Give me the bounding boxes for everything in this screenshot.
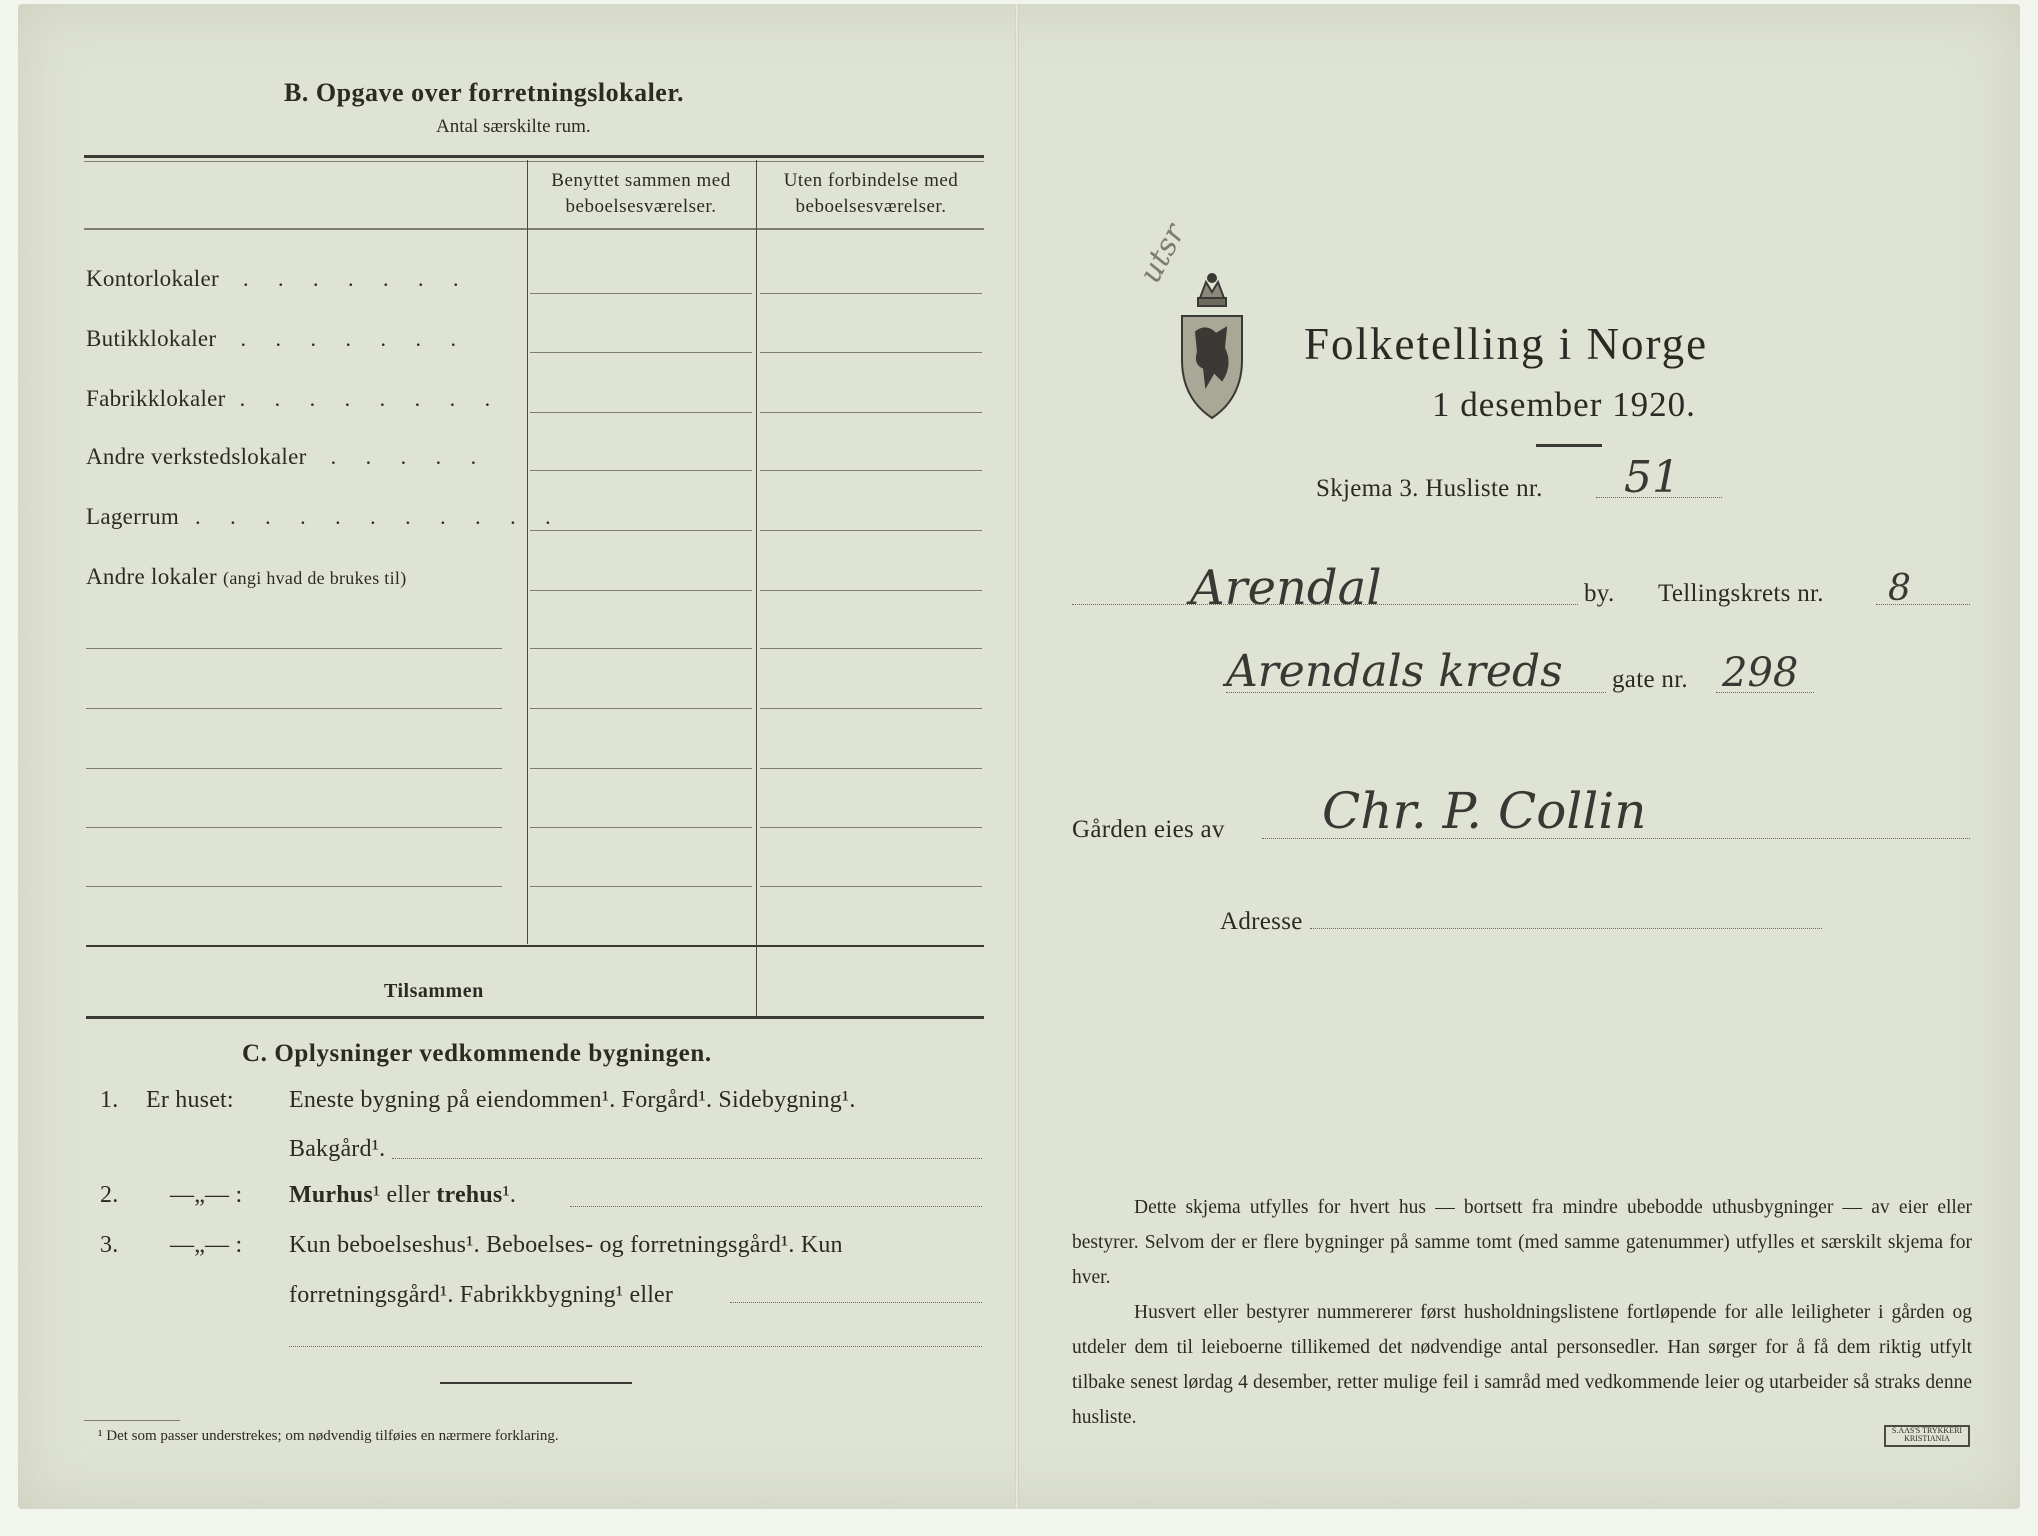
footnote-rule <box>84 1420 180 1421</box>
cell-line <box>760 827 982 828</box>
row-dots: . . . . . . . . <box>239 386 503 411</box>
cell-line <box>760 293 982 294</box>
table-col-divider-1 <box>527 160 528 944</box>
blank-line <box>86 768 502 769</box>
section-b-title: B. Opgave over forretningslokaler. <box>284 78 685 107</box>
cell-line <box>530 768 752 769</box>
section-end-rule <box>440 1382 632 1384</box>
cell-line <box>530 590 752 591</box>
col-header-with-dwelling: Benyttet sammen med beboelsesværelser. <box>551 170 731 217</box>
cell-line <box>760 470 982 471</box>
husliste-nr-value[interactable]: 51 <box>1624 452 1680 503</box>
cell-line <box>760 590 982 591</box>
owner-line <box>1262 838 1970 839</box>
instructions-paragraph-1: Dette skjema utfylles for hvert hus — bortsett fra mindre ubebodde uthusbygninger — av eier eller bestyrer. Selvom der er flere bygninger på samme tomt (med samme gatenummer) utfylles et særskilt skjema for hver. <box>1072 1197 1972 1288</box>
cell-line <box>760 648 982 649</box>
col-header-without-dwelling: Uten forbindelse med beboelsesværelser. <box>783 170 959 217</box>
owner-label: Gården eies av <box>1072 816 1225 843</box>
footnote: ¹ Det som passer understrekes; om nødvendig tilføies en nærmere forklaring. <box>98 1428 559 1444</box>
skjema-label: Skjema 3. Husliste nr. <box>1316 475 1543 502</box>
total-label: Tilsammen <box>384 980 484 1002</box>
table-col-divider-2 <box>756 160 757 1016</box>
blank-line <box>86 708 502 709</box>
printer-stamp: S.AAS'S TRYKKERI KRISTIANIA <box>1884 1425 1970 1447</box>
section-b-subtitle: Antal særskilte rum. <box>436 116 591 137</box>
item-2-end: ¹. <box>502 1182 517 1208</box>
item-1-answer-line[interactable] <box>392 1158 982 1159</box>
murhus-option: Murhus <box>289 1182 373 1208</box>
item-1-number: 1. <box>100 1087 119 1113</box>
instructions-text <box>1072 1190 1972 1435</box>
row-label: Kontorlokaler <box>86 266 219 291</box>
table-bottom-rule <box>86 1016 984 1019</box>
item-3-answer-line[interactable] <box>730 1302 982 1303</box>
item-1-lead: Er huset: <box>146 1087 234 1113</box>
blank-line <box>86 648 502 649</box>
cell-line <box>530 886 752 887</box>
table-header-rule <box>84 228 984 230</box>
total-rule <box>86 945 984 947</box>
trehus-option: trehus <box>436 1182 503 1208</box>
center-fold <box>1015 4 1019 1509</box>
norwegian-coat-of-arms-icon <box>1176 268 1248 423</box>
row-kontorlokaler <box>86 266 470 292</box>
row-fabrikklokaler <box>86 386 502 412</box>
husliste-nr-line <box>1596 497 1722 498</box>
row-note: (angi hvad de brukes til) <box>223 568 407 588</box>
row-andre-lokaler <box>86 564 407 590</box>
row-dots: . . . . . . . . . . . <box>195 504 563 529</box>
item-3-answer-line-2[interactable] <box>289 1346 982 1347</box>
row-dots: . . . . . <box>330 444 489 469</box>
row-lagerrum <box>86 504 563 530</box>
margin-note: utsr <box>1132 218 1193 289</box>
item-3-text: Kun beboelseshus¹. Beboelses- og forretningsgård¹. Kun <box>289 1232 843 1258</box>
cell-line <box>530 412 752 413</box>
blank-line <box>86 827 502 828</box>
row-label: Butikklokaler <box>86 326 217 351</box>
row-label: Andre lokaler <box>86 564 217 589</box>
by-line <box>1072 604 1578 605</box>
row-dots: . . . . . . . <box>240 326 468 351</box>
cell-line <box>760 530 982 531</box>
row-label: Andre verkstedslokaler <box>86 444 307 469</box>
address-label: Adresse <box>1220 908 1303 935</box>
gate-value[interactable]: Arendals kreds <box>1226 646 1563 697</box>
by-label: by. <box>1584 580 1615 607</box>
item-3-number: 3. <box>100 1232 119 1258</box>
tellingskrets-nr-line <box>1876 604 1970 605</box>
table-top-rule-2 <box>84 161 984 162</box>
row-dots: . . . . . . . <box>242 266 471 291</box>
cell-line <box>530 648 752 649</box>
owner-value[interactable]: Chr. P. Collin <box>1322 782 1647 840</box>
cell-line <box>760 886 982 887</box>
item-2-text <box>289 1182 516 1209</box>
cell-line <box>530 470 752 471</box>
cell-line <box>530 708 752 709</box>
section-c-title: C. Oplysninger vedkommende bygningen. <box>242 1040 712 1067</box>
row-label: Fabrikklokaler <box>86 386 226 411</box>
gate-label: gate nr. <box>1612 666 1688 693</box>
row-andre-verkstedslokaler <box>86 444 488 470</box>
cell-line <box>760 708 982 709</box>
cell-line <box>760 768 982 769</box>
table-top-rule <box>84 155 984 158</box>
gate-line <box>1226 692 1606 693</box>
cell-line <box>530 827 752 828</box>
title-divider <box>1536 444 1602 447</box>
row-label: Lagerrum <box>86 504 180 529</box>
blank-line <box>86 886 502 887</box>
census-date: 1 desember 1920. <box>1432 385 1696 424</box>
form-title: Folketelling i Norge <box>1304 319 1709 369</box>
item-2-mid: ¹ eller <box>372 1182 437 1208</box>
row-butikklokaler <box>86 326 468 352</box>
instructions-paragraph-2: Husvert eller bestyrer nummererer først husholdningslistene fortløpende for alle leiligheter i gården og utdeler dem til leieboerne tillikemed det nødvendige antal personsedler. Han sørger for å få dem riktig utfylt tilbake senest lørdag 4 desember, retter mulige feil i samråd med vedkommende leier og utarbeider så straks denne husliste. <box>1072 1302 1972 1428</box>
item-2-lead: —„— : <box>170 1182 243 1208</box>
cell-line <box>760 352 982 353</box>
item-3-cont: forretningsgård¹. Fabrikkbygning¹ eller <box>289 1282 674 1308</box>
gate-nr-line <box>1716 692 1814 693</box>
tellingskrets-nr-value[interactable]: 8 <box>1888 568 1911 609</box>
cell-line <box>530 530 752 531</box>
gate-nr-value[interactable]: 298 <box>1722 650 1799 696</box>
item-1-cont: Bakgård¹. <box>289 1136 386 1162</box>
by-value[interactable]: Arendal <box>1190 560 1382 616</box>
item-2-answer-line[interactable] <box>570 1206 982 1207</box>
item-3-lead: —„— : <box>170 1232 243 1258</box>
item-1-text: Eneste bygning på eiendommen¹. Forgård¹. Sidebygning¹. <box>289 1087 856 1113</box>
cell-line <box>530 293 752 294</box>
tellingskrets-label: Tellingskrets nr. <box>1658 580 1824 607</box>
cell-line <box>530 352 752 353</box>
item-2-number: 2. <box>100 1182 119 1208</box>
cell-line <box>760 412 982 413</box>
address-line[interactable] <box>1310 928 1822 929</box>
